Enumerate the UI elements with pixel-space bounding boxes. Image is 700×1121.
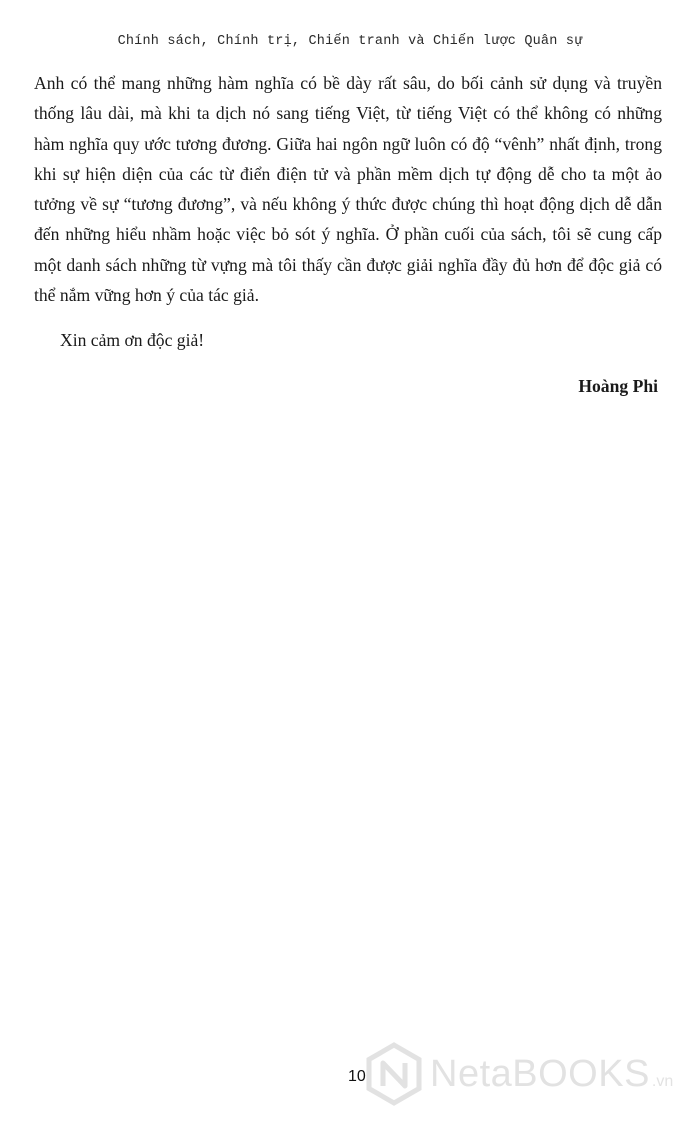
body-paragraph: Anh có thể mang những hàm nghĩa có bề dày rất sâu, do bối cảnh sử dụng và truyền thống lâu dài, mà khi ta dịch nó sang tiếng Việt, từ tiếng Việt có thể không có những hàm nghĩa quy ước tương đương. Giữa hai ngôn ngữ luôn có độ “vênh” nhất định, trong khi sự hiện diện của các từ điển điện tử và phần mềm dịch tự động dễ cho ta một ảo tưởng về sự “tương đương”, và nếu không ý thức được chúng thì hoạt động dịch dễ dẫn đến những hiểu nhầm hoặc việc bỏ sót ý nghĩa. Ở phần cuối của sách, tôi sẽ cung cấp một danh sách những từ vựng mà tôi thấy cần được giải nghĩa đầy đủ hơn để độc giả có thể nắm vững hơn ý của tác giả. [34, 73, 662, 306]
netabooks-logo-icon [362, 1042, 426, 1106]
author-signature: Hoàng Phi [578, 376, 658, 397]
publisher-watermark [362, 1042, 673, 1106]
page-number: 10 [348, 1068, 366, 1085]
body-text [34, 68, 662, 401]
running-header: Chính sách, Chính trị, Chiến tranh và Chiến lược Quân sự [117, 34, 583, 49]
watermark-suffix: .vn [651, 1073, 674, 1090]
watermark-text: NetaBOOKS [430, 1052, 650, 1095]
thanks-line: Xin cảm ơn độc giả! [60, 330, 205, 351]
